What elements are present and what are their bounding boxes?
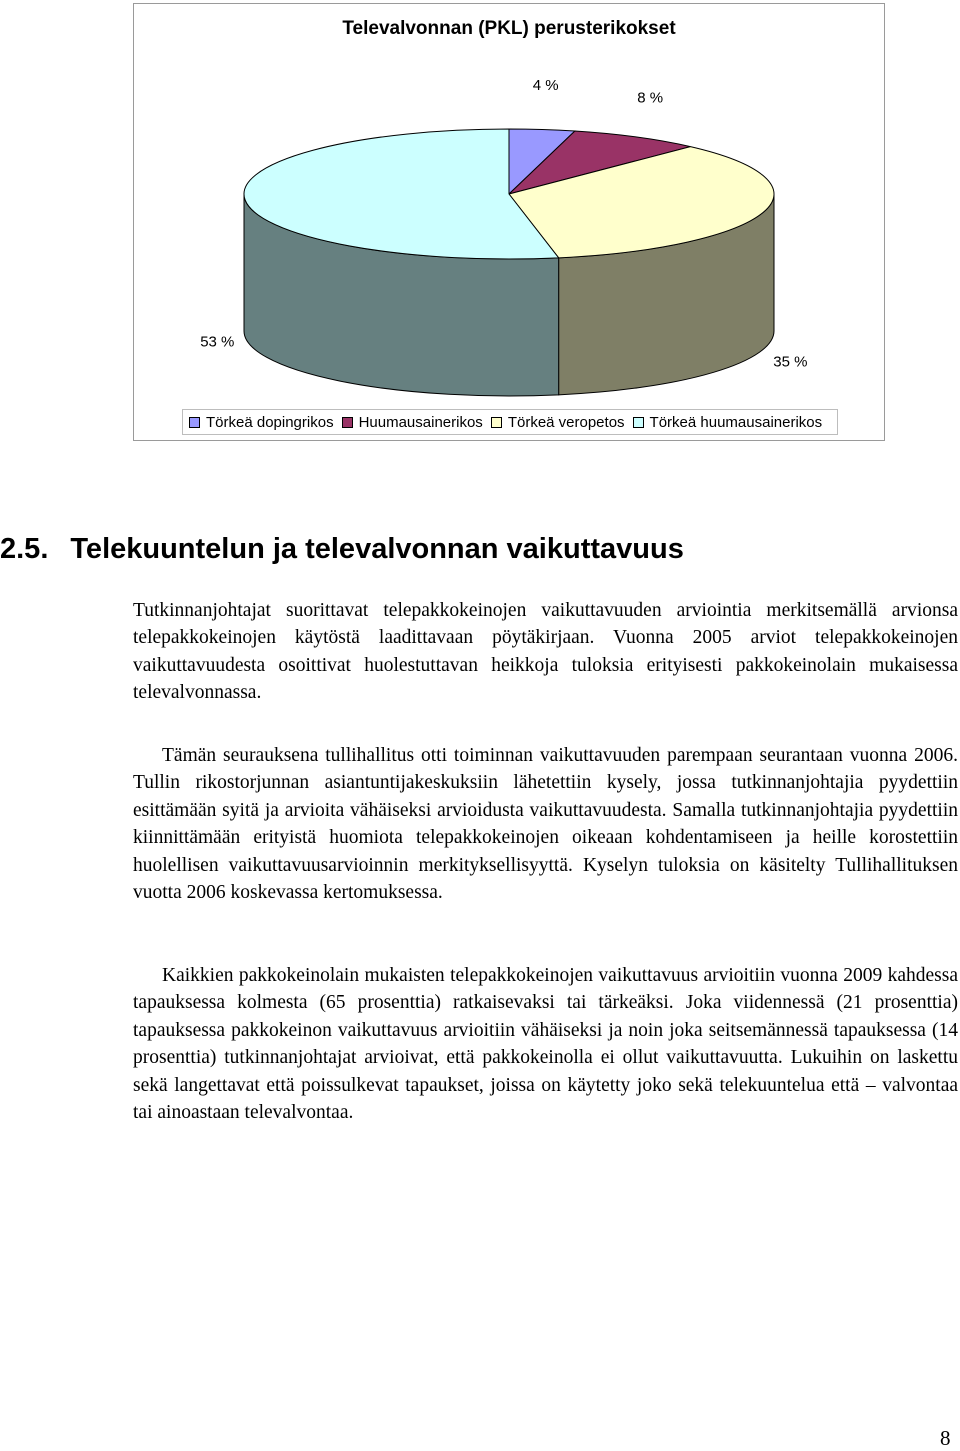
legend-swatch — [491, 417, 502, 428]
legend-label: Törkeä dopingrikos — [206, 413, 334, 431]
paragraph-1: Tutkinnanjohtajat suorittavat telepakkokeinojen vaikuttavuuden arviointia merkitsemällä arvionsa telepakkokeinojen käytöstä laadittavaan pöytäkirjaan. Vuonna 2005 arviot telepakkokeinojen vaikuttavuudesta osoittivat huolestuttavan heikkoja tuloksia erityisesti pakkokeinolain mukaisessa televalvonnassa. — [133, 600, 958, 704]
pie-chart — [133, 3, 885, 441]
data-label-huumausainerikos: 8 % — [637, 89, 664, 107]
legend-label: Törkeä veropetos — [507, 413, 625, 431]
paragraph-2: Tämän seurauksena tullihallitus otti toiminnan vaikuttavuuden parempaan seurantaan vuonna 2006. Tullin rikostorjunnan asiantuntijakeskuksiin lähetettiin kysely, jossa tutkinnanjohtajia pyydettiin esittämään syitä ja arvioita vähäiseksi arvioidusta vaikuttavuudesta. Samalla tutkinnanjohtajia pyydettiin kiinnittämään erityistä huomiota telepakkokeinojen oikeaan kohdentamiseen ja heille korostettiin huolellisen vaikuttavuusarvioinnin merkityksellisyyttä. Kyselyn tuloksia on käsitelty Tullihallituksen vuotta 2006 koskevassa kertomuksessa. — [133, 745, 958, 904]
page-number: 8 — [940, 1426, 951, 1450]
pie-chart-plot — [134, 4, 884, 404]
legend-label: Törkeä huumausainerikos — [649, 413, 823, 431]
legend-swatch — [342, 417, 353, 428]
legend-item-huumausainerikos — [342, 414, 483, 431]
chart-title: Televalvonnan (PKL) perusterikokset — [342, 18, 676, 39]
legend-label: Huumausainerikos — [358, 413, 483, 431]
section-number: 2.5. — [0, 533, 49, 565]
legend-swatch — [189, 417, 200, 428]
legend-item-torkea-huumausainerikos — [633, 414, 823, 431]
data-label-torkea-veropetos: 35 % — [773, 353, 808, 371]
data-label-torkea-huumausainerikos: 53 % — [200, 333, 235, 351]
paragraph-3: Kaikkien pakkokeinolain mukaisten telepakkokeinojen vaikuttavuus arvioitiin vuonna 2009 kahdessa tapauksessa kolmesta (65 prosenttia) ratkaisevaksi tai tärkeäksi. Joka viidennessä (21 prosenttia) tapauksessa pakkokeinon vaikuttavuus arvioitiin vähäiseksi ja noin joka seitsemännessä tapauksessa (14 prosenttia) tutkinnanjohtajat arvioivat, että pakkokeinolla ei ollut vaikuttavuutta. Lukuihin on laskettu sekä langettavat että poissulkevat tapaukset, joissa on käytetty joko sekä telekuuntelua että – valvontaa tai ainoastaan televalvontaa. — [133, 965, 958, 1124]
legend-item-torkea-veropetos — [491, 414, 625, 431]
chart-legend — [182, 409, 838, 435]
section-heading — [0, 533, 684, 566]
legend-item-torkea-dopingrikos — [189, 414, 334, 431]
data-label-torkea-dopingrikos: 4 % — [532, 76, 559, 94]
section-title: Telekuuntelun ja televalvonnan vaikuttavuus — [70, 533, 684, 565]
legend-swatch — [633, 417, 644, 428]
